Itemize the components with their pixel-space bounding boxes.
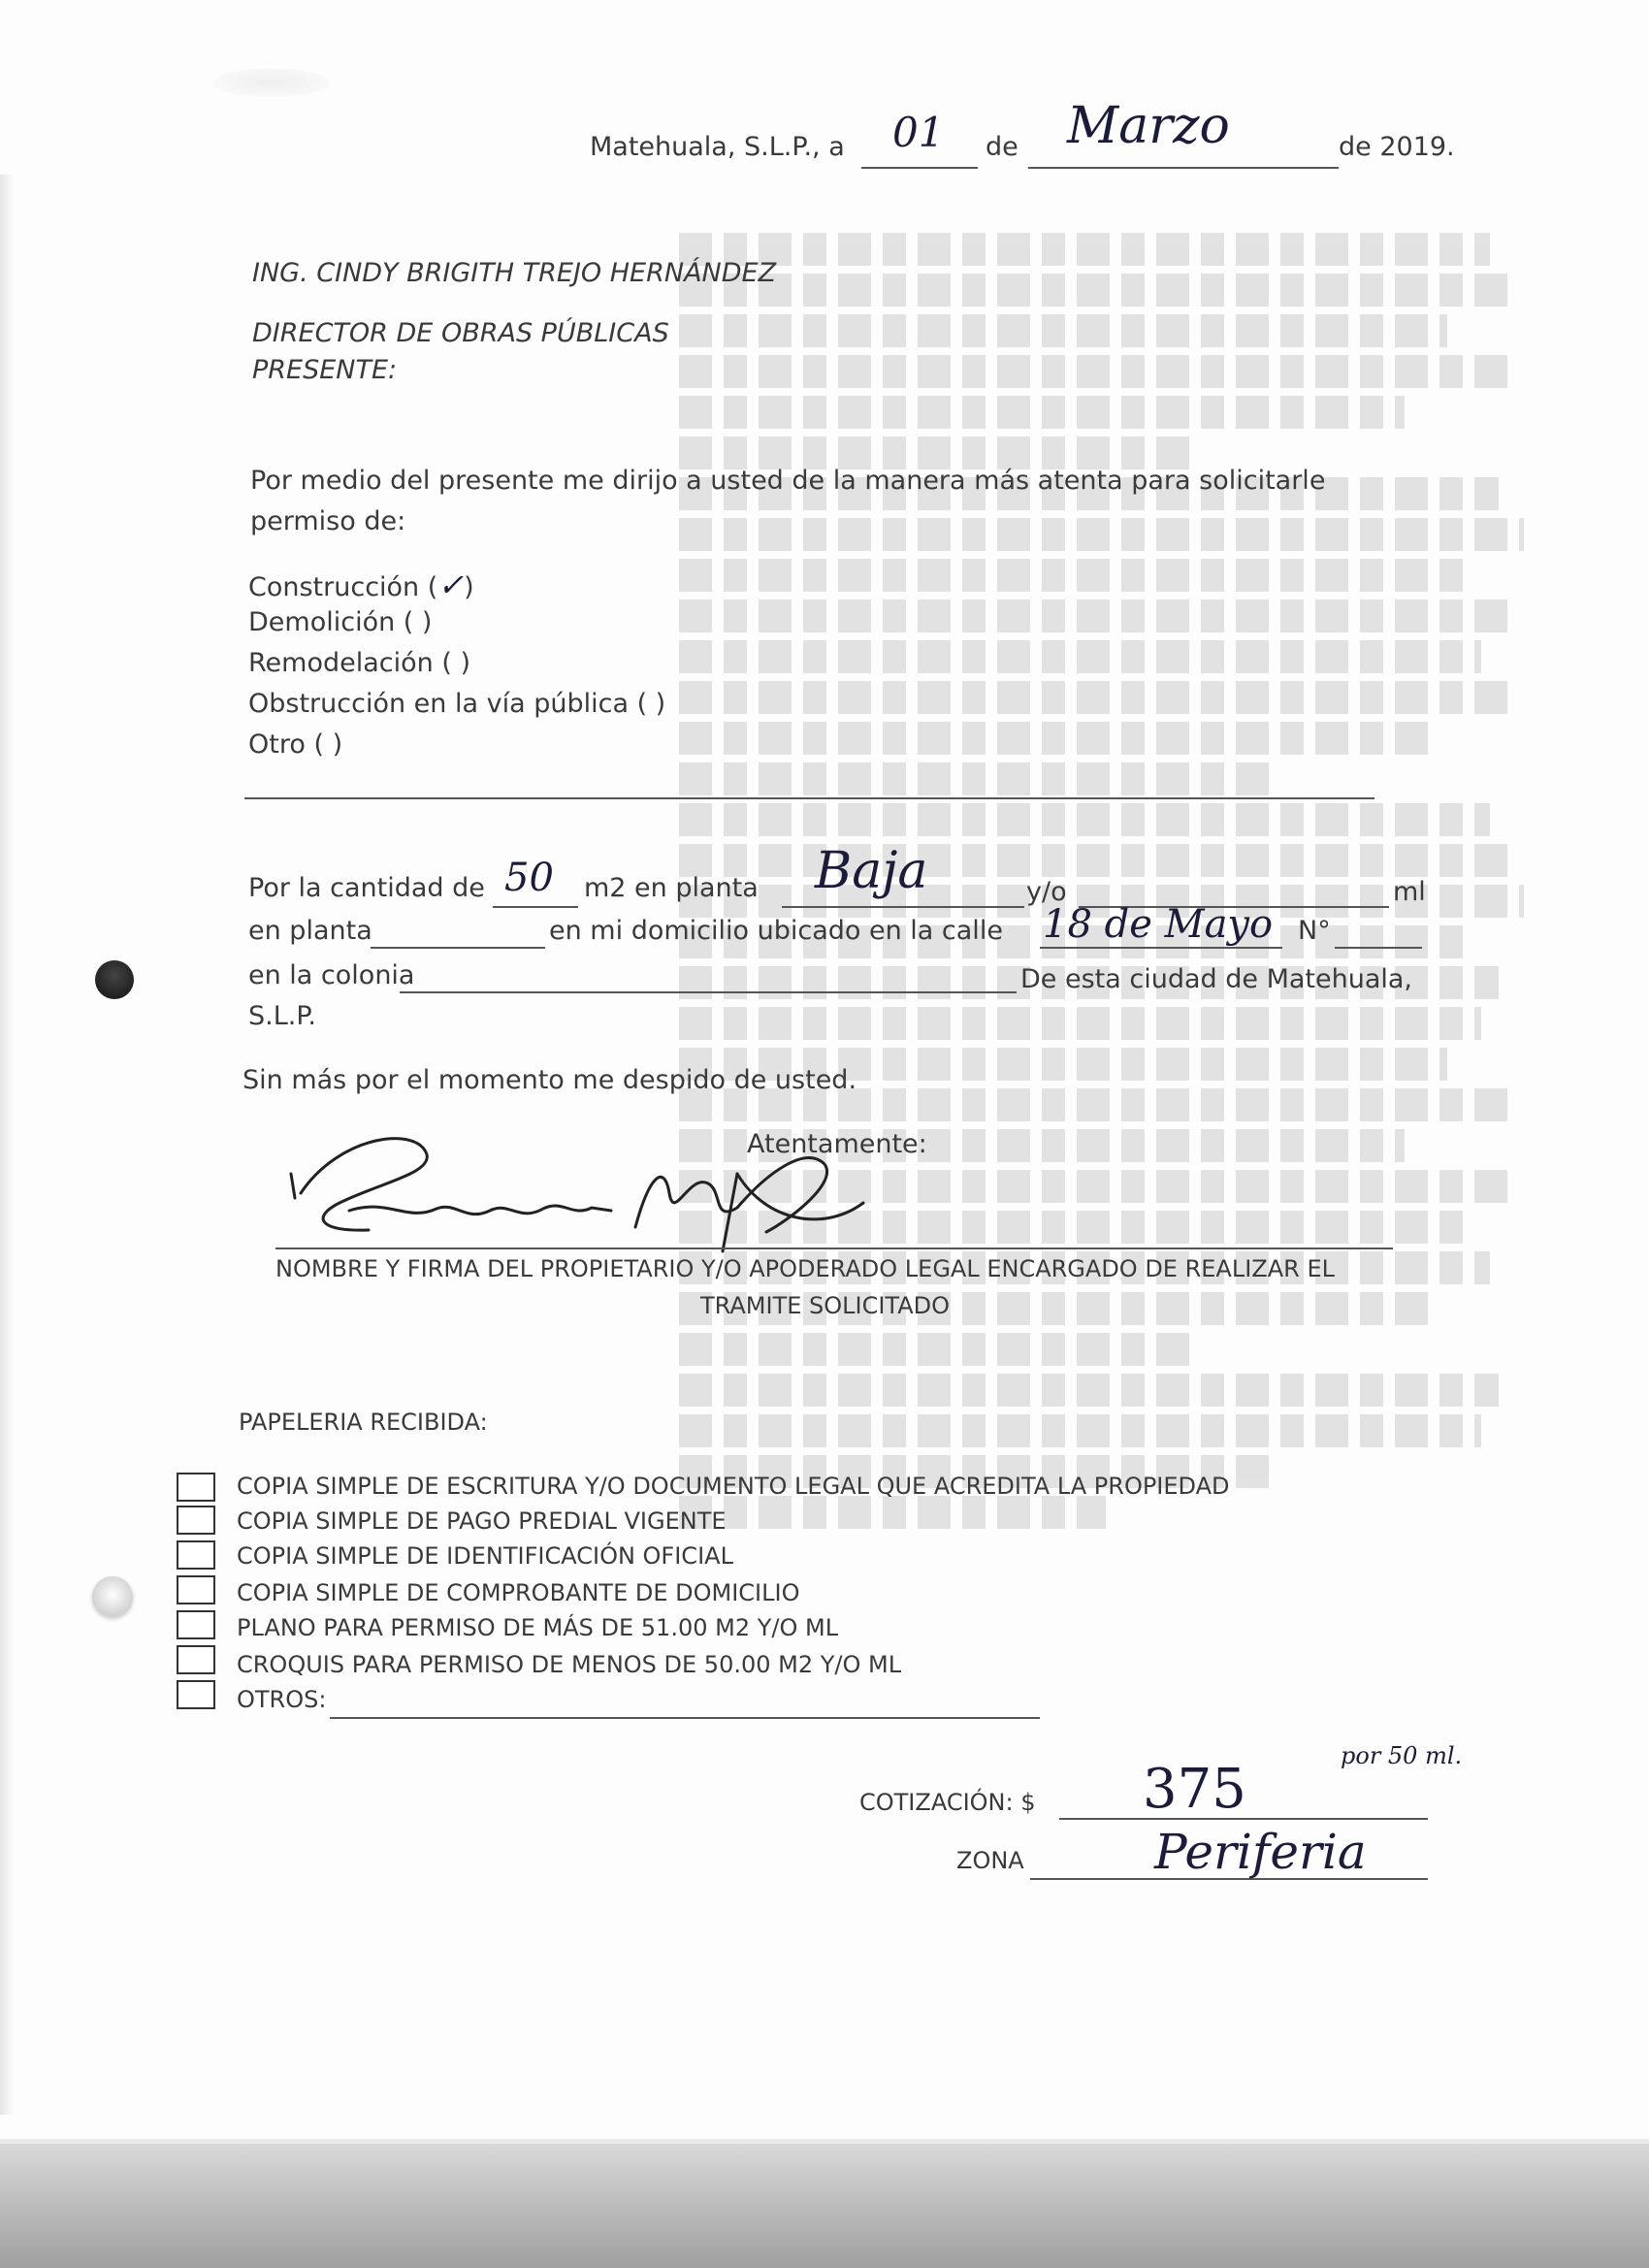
- papeleria-item-escritura: COPIA SIMPLE DE ESCRITURA Y/O DOCUMENTO LEGAL QUE ACREDITA LA PROPIEDAD: [237, 1473, 1230, 1500]
- recipient-title: DIRECTOR DE OBRAS PÚBLICAS: [252, 318, 669, 348]
- signature-caption-1: NOMBRE Y FIRMA DEL PROPIETARIO Y/O APODERADO LEGAL ENCARGADO DE REALIZAR EL: [275, 1255, 1335, 1282]
- planta-line: [782, 906, 1024, 908]
- page-edge-shadow: [0, 175, 14, 2115]
- option-demolicion: Demolición ( ): [248, 607, 433, 637]
- ml-label: ml: [1393, 877, 1426, 907]
- papeleria-item-plano: PLANO PARA PERMISO DE MÁS DE 51.00 M2 Y/O ML: [237, 1614, 839, 1641]
- option-construccion-label: Construcción: [248, 572, 420, 602]
- punch-hole-top: [95, 960, 134, 999]
- colonia-label: en la colonia: [248, 960, 415, 990]
- presente-label: PRESENTE:: [252, 355, 398, 385]
- option-construccion-mark: ✓: [437, 567, 465, 603]
- punch-hole-bottom: [92, 1576, 133, 1617]
- intro-line-1: Por medio del presente me dirijo a usted de la manera más atenta para solicitarle: [250, 466, 1326, 496]
- slp-label: S.L.P.: [248, 1001, 317, 1031]
- domicilio-label: en mi domicilio ubicado en la calle: [549, 916, 1003, 946]
- checkbox-plano[interactable]: [177, 1610, 215, 1639]
- m2-planta-label: m2 en planta: [584, 873, 759, 903]
- papeleria-item-predial: COPIA SIMPLE DE PAGO PREDIAL VIGENTE: [237, 1507, 727, 1535]
- checkbox-domicilio[interactable]: [177, 1575, 215, 1604]
- cotizacion-note: por 50 ml.: [1341, 1742, 1463, 1769]
- checkbox-identificacion[interactable]: [177, 1540, 215, 1570]
- papeleria-item-domicilio: COPIA SIMPLE DE COMPROBANTE DE DOMICILIO: [237, 1579, 800, 1606]
- en-planta-line: [371, 947, 545, 949]
- ciudad-label: De esta ciudad de Matehuala,: [1020, 964, 1413, 994]
- scanner-background: [0, 2144, 1649, 2268]
- scan-smudge: [213, 68, 330, 97]
- signature-line: [275, 1247, 1393, 1249]
- option-obstruccion: Obstrucción en la vía pública ( ): [248, 689, 666, 719]
- day-line: [861, 167, 978, 169]
- option-remodelacion: Remodelación ( ): [248, 648, 470, 678]
- signature: [281, 1116, 883, 1261]
- signature-caption-2: TRAMITE SOLICITADO: [700, 1292, 951, 1319]
- month-line: [1028, 167, 1339, 169]
- papeleria-heading: PAPELERIA RECIBIDA:: [239, 1409, 488, 1436]
- checkbox-otros[interactable]: [177, 1680, 215, 1709]
- zona-label: ZONA: [956, 1847, 1024, 1874]
- place-date-prefix: Matehuala, S.L.P., a: [590, 132, 845, 162]
- cotizacion-value: 375: [1143, 1758, 1246, 1821]
- en-planta-label: en planta: [248, 916, 372, 946]
- day-value: 01: [892, 109, 945, 156]
- papeleria-item-croquis: CROQUIS PARA PERMISO DE MENOS DE 50.00 M2 Y/O ML: [237, 1651, 902, 1678]
- otro-line: [244, 797, 1374, 799]
- option-construccion: Construcción (✓): [248, 567, 474, 603]
- cantidad-line: [493, 906, 578, 908]
- month-value: Marzo: [1067, 97, 1230, 155]
- checkbox-croquis[interactable]: [177, 1645, 215, 1674]
- numero-label: N°: [1298, 916, 1331, 946]
- cotizacion-label: COTIZACIÓN: $: [859, 1789, 1036, 1816]
- checkbox-predial[interactable]: [177, 1506, 215, 1535]
- option-otro: Otro ( ): [248, 729, 343, 760]
- atentamente: Atentamente:: [747, 1129, 927, 1159]
- despedida: Sin más por el momento me despido de usted.: [242, 1065, 857, 1095]
- yo-label: y/o: [1026, 877, 1067, 907]
- recipient-name: ING. CINDY BRIGITH TREJO HERNÁNDEZ: [252, 258, 777, 288]
- numero-line: [1335, 947, 1422, 949]
- cantidad-value: 50: [504, 856, 554, 900]
- checkbox-escritura[interactable]: [177, 1473, 215, 1502]
- de-label: de: [986, 132, 1018, 162]
- intro-line-2: permiso de:: [250, 506, 406, 536]
- year-text: de 2019.: [1339, 132, 1455, 162]
- papeleria-item-identificacion: COPIA SIMPLE DE IDENTIFICACIÓN OFICIAL: [237, 1542, 733, 1570]
- zona-value: Periferia: [1154, 1824, 1367, 1880]
- papeleria-item-otros: OTROS:: [237, 1686, 327, 1713]
- otros-line: [330, 1717, 1040, 1719]
- calle-line: [1040, 947, 1282, 949]
- colonia-line: [400, 991, 1017, 993]
- calle-value: 18 de Mayo: [1043, 902, 1274, 947]
- cantidad-label: Por la cantidad de: [248, 873, 485, 903]
- planta-value: Baja: [815, 842, 928, 900]
